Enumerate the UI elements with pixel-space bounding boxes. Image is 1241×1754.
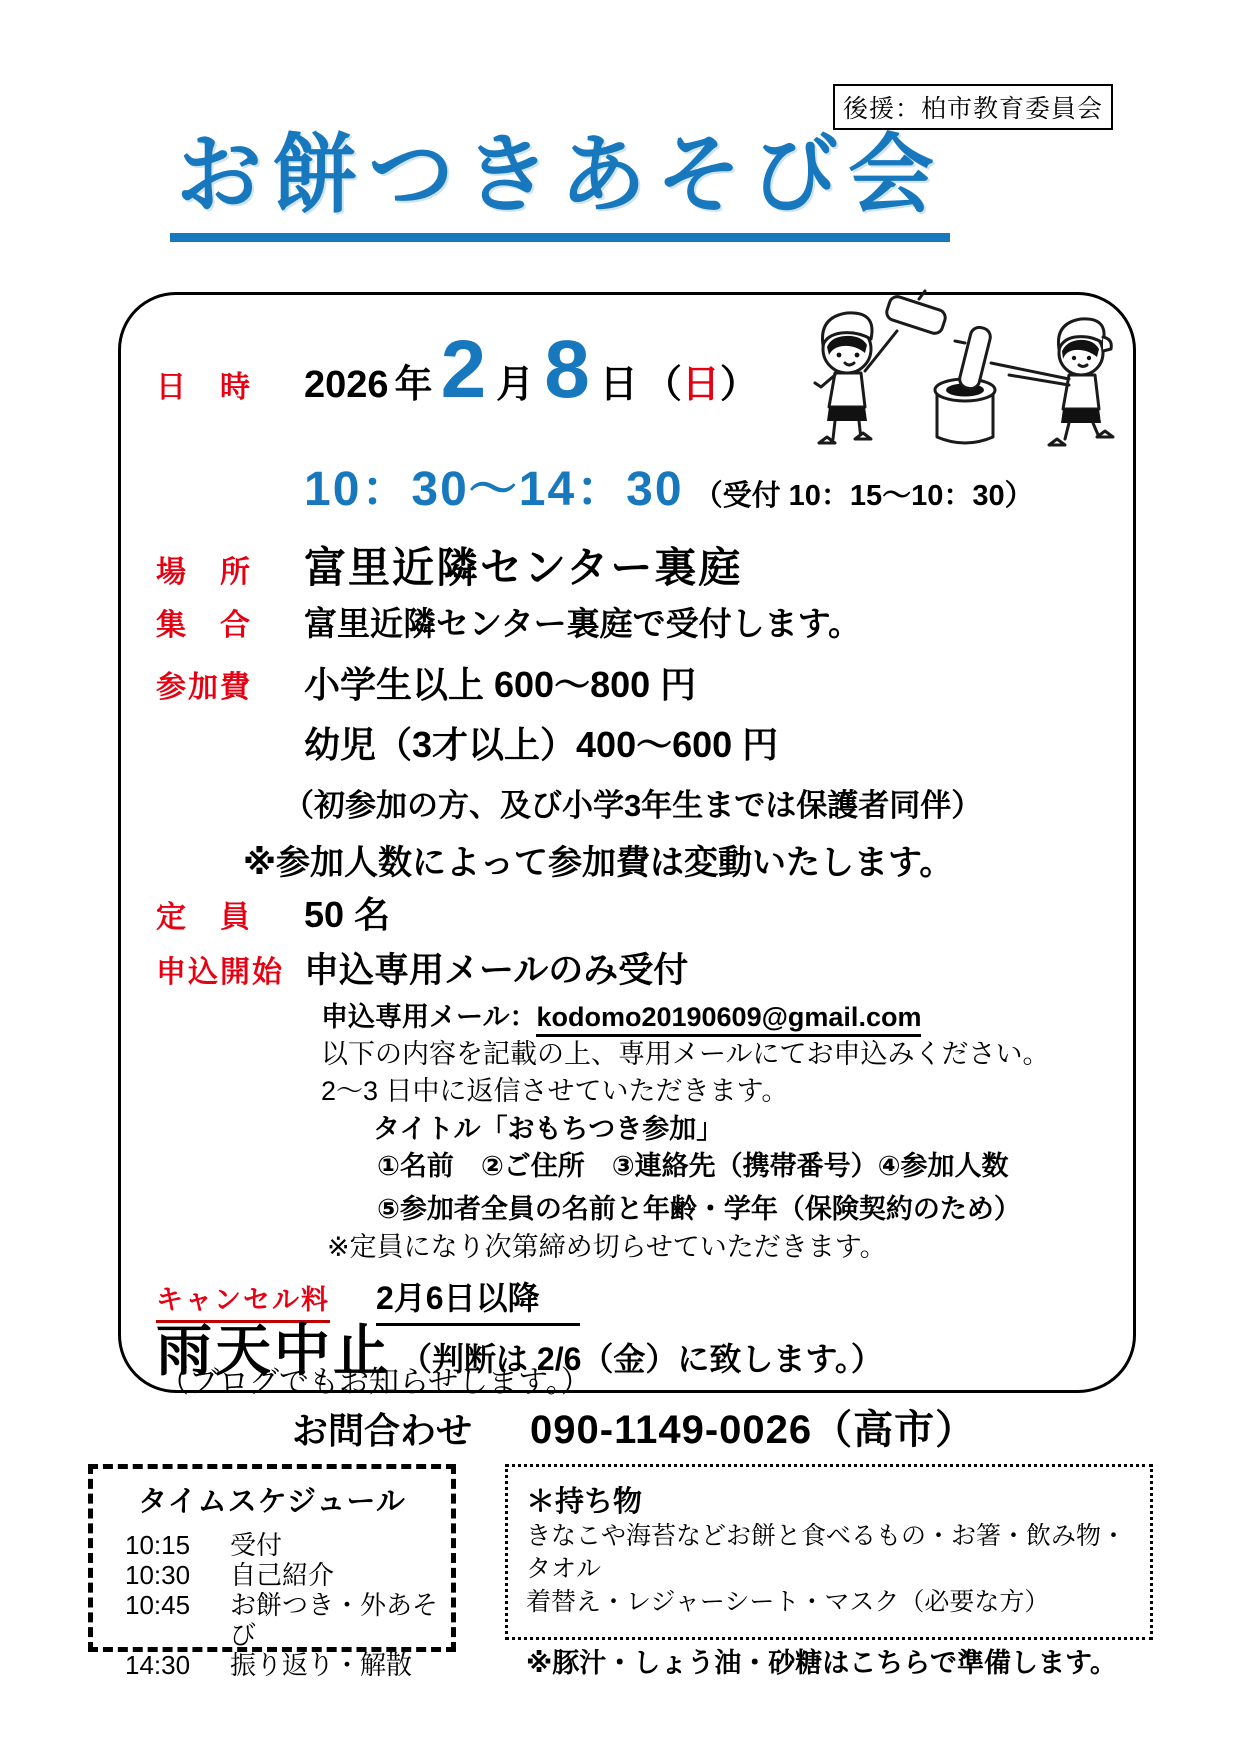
date-day-unit: 日 (599, 364, 638, 406)
rain-blog-note: （ブログでもお知らせします。） (159, 1366, 591, 1399)
place-label: 場 所 (156, 556, 252, 589)
meeting-row (156, 598, 861, 645)
apply-note3: ※定員になり次第締め切らせていただきます。 (327, 1232, 887, 1262)
cancel-value: 2月6日以降 (376, 1273, 580, 1326)
schedule-title: タイムスケジュール (138, 1486, 406, 1518)
schedule-time: 14:30 (125, 1650, 191, 1680)
apply-email-line (321, 995, 921, 1034)
schedule-activity: 振り返り・解散 (230, 1650, 413, 1680)
contact-label: お問合わせ (292, 1410, 473, 1451)
schedule-time: 10:45 (125, 1590, 191, 1620)
page-title: お餅つきあそび会 (170, 128, 950, 242)
apply-mail-title: タイトル「おもちつき参加」 (373, 1114, 724, 1144)
apply-value: 申込専用メールのみ受付 (304, 951, 689, 990)
schedule-activity: 受付 (230, 1530, 283, 1560)
supporter-box (833, 84, 1113, 130)
date-year-unit: 年 (394, 364, 433, 406)
schedule-time: 10:30 (125, 1560, 191, 1590)
schedule-activity: 自己紹介 (230, 1560, 335, 1590)
apply-note2: 2～3 日中に返信させていただきます。 (321, 1076, 789, 1106)
belongings-box (505, 1464, 1153, 1678)
belongings-line2: 着替え・レジャーシート・マスク（必要な方） (526, 1588, 1050, 1616)
time-row (304, 450, 1034, 519)
schedule-row (125, 1530, 451, 1560)
reception-time: （受付 10：15～10：30） (693, 480, 1034, 512)
date-month-number: 2 (440, 324, 487, 415)
schedule-row (125, 1560, 451, 1590)
rain-note: （判断は 2/6（金）に致します。） (400, 1341, 883, 1377)
fee-note2-row (243, 835, 953, 884)
belongings-note: ※豚汁・しょう油・砂糖はこちらで準備します。 (526, 1648, 1117, 1678)
schedule-row (125, 1650, 451, 1680)
schedule-time: 10:15 (125, 1530, 191, 1560)
fee-note2: ※参加人数によって参加費は変動いたします。 (243, 844, 954, 882)
place-row (156, 535, 742, 595)
contact-phone: 090-1149-0026（高市） (530, 1408, 977, 1452)
fee-row (156, 657, 696, 708)
event-details-box (118, 292, 1136, 1399)
date-month-unit: 月 (496, 364, 535, 406)
apply-items2: ⑤参加者全員の名前と年齢・学年（保険契約のため） (377, 1194, 1021, 1224)
belongings-title: ＊持ち物 (526, 1486, 643, 1518)
time-schedule-box (88, 1464, 456, 1680)
date-paren-open: （ (643, 364, 682, 406)
fee-row2 (304, 717, 778, 768)
cancel-label: キャンセル料 (156, 1278, 330, 1323)
capacity-value: 50 名 (304, 894, 391, 935)
fee-line1: 小学生以上 600～800 円 (304, 664, 697, 705)
place-value: 富里近隣センター裏庭 (304, 544, 743, 591)
rain-title: 雨天中止 (156, 1319, 392, 1382)
datetime-label: 日 時 (156, 371, 252, 404)
capacity-label: 定 員 (156, 901, 252, 934)
schedule-activity: お餅つき・外あそび (230, 1590, 439, 1650)
supporter-text: 後援：柏市教育委員会 (843, 95, 1104, 123)
date-day-number: 8 (544, 324, 590, 415)
contact-row (292, 1398, 976, 1455)
meeting-label: 集 合 (156, 609, 252, 642)
fee-line2: 幼児（3才以上）400～600 円 (304, 724, 779, 765)
apply-row (156, 943, 688, 993)
apply-label: 申込開始 (156, 956, 284, 989)
fee-note1: （初参加の方、及び小学3年生までは保護者同伴） (283, 788, 983, 823)
apply-items1: ①名前 ②ご住所 ③連絡先（携帯番号）④参加人数 (377, 1151, 1009, 1181)
apply-email-prefix: 申込専用メール： (321, 1002, 537, 1032)
schedule-row (125, 1590, 451, 1650)
fee-label: 参加費 (156, 671, 252, 704)
date-year: 2026 (304, 364, 389, 406)
event-time: 10：30～14：30 (304, 463, 684, 516)
mochi-pounding-illustration (769, 287, 1135, 455)
date-paren-close: ） (719, 364, 758, 406)
title-wrap (110, 128, 1010, 242)
belongings-line1: きなこや海苔などお餅と食べるもの・お箸・飲み物・タオル (526, 1522, 1127, 1583)
schedule-rows (125, 1530, 451, 1680)
capacity-row (156, 887, 390, 938)
date-weekday: 日 (681, 364, 720, 406)
datetime-row (156, 324, 758, 415)
meeting-value: 富里近隣センター裏庭で受付します。 (304, 605, 862, 642)
apply-email-address: kodomo20190609@gmail.com (536, 1002, 921, 1037)
fee-note1-row (283, 780, 982, 825)
apply-note1: 以下の内容を記載の上、専用メールにてお申込みください。 (321, 1039, 1050, 1069)
